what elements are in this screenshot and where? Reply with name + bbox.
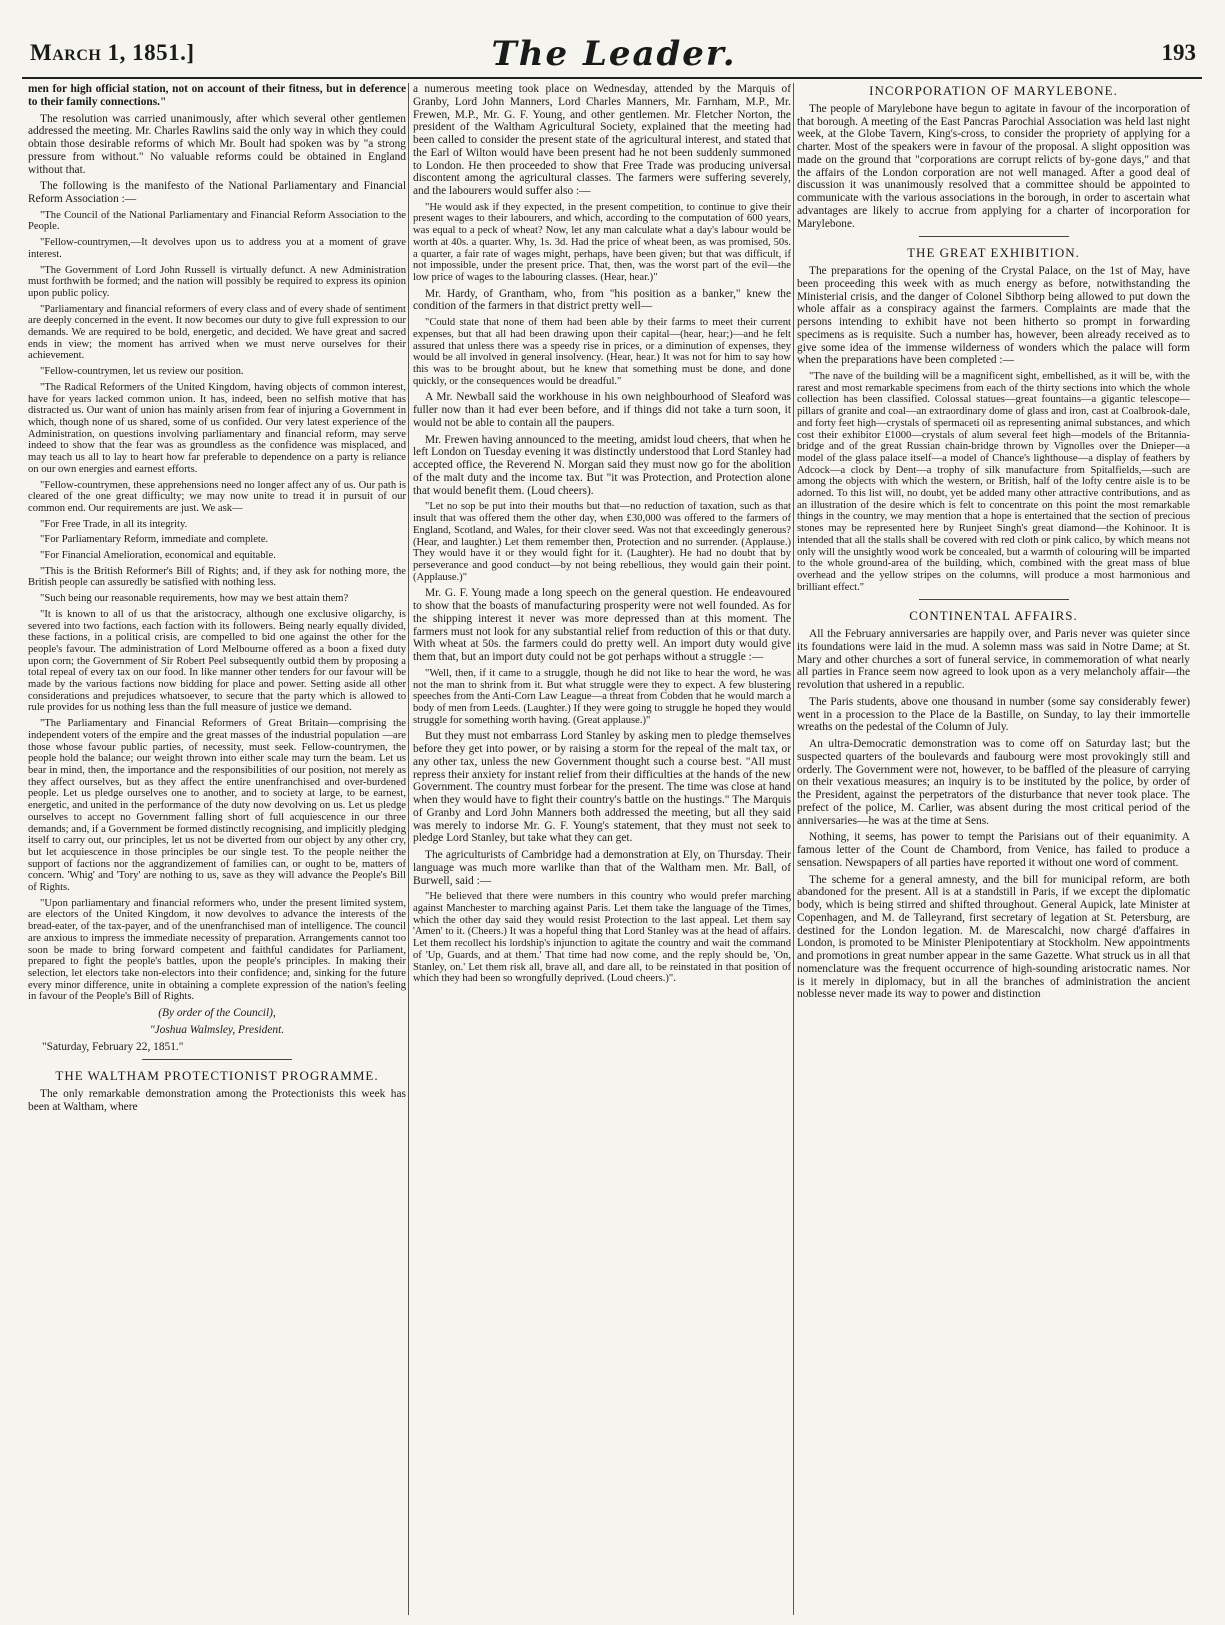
signature-line: "Joshua Walmsley, President.: [149, 1023, 285, 1036]
manifesto-paragraph: "The Radical Reformers of the United Kingdom, having objects of common interest, have for years lacked common union. It has, indeed, been no selfish motive that has distracted us. Our want of union has mainly arisen from fear of injuring a Government in which, though none of us shared, some of us confided. Our very latest experience of the Administration, on questions involving parliamentary and financial reform, may serve indeed to show that the fear was as groundless as the confidence was misplaced, and may teach us all to lay to heart how far preferable to dependence on a party is reliance on our own energies and earnest efforts.: [28, 381, 406, 475]
section-heading: CONTINENTAL AFFAIRS.: [909, 608, 1078, 624]
column-1: [28, 83, 406, 1613]
column-3: [797, 83, 1190, 1613]
issue-date: March 1, 1851.]: [30, 40, 195, 65]
signature-line: (By order of the Council),: [158, 1007, 276, 1020]
paragraph: But they must not embarrass Lord Stanley by asking men to pledge themselves before they get into power, or by raising a storm for the repeal of the malt tax, or any other tax, unless the new Government thought such a course best. "All must repress their anxiety for instant relief from their difficulties at the hands of the new Government. The country must forbear for the present. The time was close at hand when they would have to fight their country's battle on the hustings." The Marquis of Granby and Lord John Manners both addressed the meeting, but all they said was merely to indorse Mr. G. F. Young's statement, that they must not seek to pledge Lord Stanley, but take what they can get.: [413, 730, 791, 845]
manifesto-paragraph: "Fellow-countrymen, let us review our position.: [40, 366, 244, 378]
paragraph: The following is the manifesto of the National Parliamentary and Financial Reform Association :—: [28, 180, 406, 205]
manifesto-paragraph: "The Parliamentary and Financial Reformers of Great Britain—comprising the independent voters of the empire and the great masses of the industrial population —are those whose favour public parties, of necessity, must seek. Fellow-countrymen, the people hold the balance; our weight thrown into either scale may turn the beam. Let us bear in mind, then, the importance and the responsibilities of our position, not merely as they affect ourselves, but as they affect the entire unenfranchised and over-burdened people. Let us pledge ourselves one to another, and to society at large, to be earnest, energetic, and united in the performance of the duty now devolving on us. Let us pledge ourselves to accept no Government falling short of full acquiescence in our three demands; and, if a Government be formed distinctly recognising, and implicitly pledging itself to carry out, our principles, let us not be diverted from our object by any other cry, but let acquiescence in those principles be our single test. To the people neither the support of factions nor the aggrandizement of families can, or ought to be, matters of concern. 'Whig' and 'Tory' are nothing to us, save as they will advance the People's Bill of Rights.: [28, 718, 406, 894]
section-heading: THE WALTHAM PROTECTIONIST PROGRAMME.: [55, 1068, 379, 1084]
quoted-paragraph: "The nave of the building will be a magnificent sight, embellished, as it will be, with the rarest and most remarkable specimens from each of the thirty sections into which the whole collection has been classified. Colossal statues—great fountains—a gigantic telescope—pillars of granite and coal—an extraordinary dome of glass and iron, cast at Coalbrook-dale, and forty feet high—crystals of spermaceti oil as representing animal substances, and which cost their exhibitor £1000—crystals of alum several feet high—models of the Britannia-bridge and of the great Russian chain-bridge thrown by Vignolles over the Dnieper—a model of the glass palace itself—a model of Chance's lighthouse—a display of feathers by Adcock—a clock by Dent—a trophy of silk manufacture from Spitalfields,—such are among the objects with which the western, or British, half of the lofty centre aisle is to be adorned. To this list will, no doubt, yet be added many other attractive contributions, and as an illustration of the desire which is felt to concentrate on this point the most remarkable things in the country, we may mention that a hope is entertained that the section of precious stones may be represented here by Runjeet Singh's great diamond—the Kohinoor. It is intended that all the stalls shall be covered with red cloth or pink calico, by which means not only will the unsightly wood work be concealed, but a warmth of colouring will be imparted to the whole ground-area of the building, which, combined with the great mass of blue overhead and the yellow stripes on the columns, will produce a most harmonious and brilliant effect.": [797, 371, 1190, 593]
section-heading: THE GREAT EXHIBITION.: [907, 245, 1080, 261]
section-rule: [919, 599, 1069, 600]
page-number: 193: [1161, 40, 1196, 65]
manifesto-paragraph: "This is the British Reformer's Bill of Rights; and, if they ask for nothing more, the British people can assuredly be satisfied with nothing less.: [28, 565, 406, 589]
quoted-paragraph: "He believed that there were numbers in this country who would prefer marching against Manchester to marching against Paris. Let them take the language of the Times, which the other day said they would resist Protection to the last appeal. Let them say 'Amen' to it. (Cheers.) It was a hopeful thing that Lord Stanley was at the head of affairs. Let them recollect his lordship's injunction to agitate the country and wait the command of 'Up, Guards, and at them.' That time had now come, and the reply should be, 'On, Stanley, on.' Let them risk all, brave all, and dare all, to be reinstated in that position of which they had been so wrongfully deprived. (Loud cheers.)".: [413, 891, 791, 985]
paragraph: a numerous meeting took place on Wednesday, attended by the Marquis of Granby, Lord John Manners, Lord Charles Manners, Mr. Farnham, M.P., Mr. Frewen, M.P., Mr. G. F. Young, and other gentlemen. Mr. Fletcher Norton, the president of the Waltham Agricultural Society, explained that the meeting had been called to consider the present state of the agricultural interest, and stated that the Earl of Wilton would have been present had he not been suddenly summoned to London. He then proceeded to show that Free Trade was producing universal discontent among the agricultural classes. The farmers were suffering severely, and the labourers would suffer also :—: [413, 83, 791, 197]
manifesto-paragraph: "It is known to all of us that the aristocracy, although one exclusive oligarchy, is severed into two factions, each faction with its followers. Being nearly equally divided, these factions, in a political crisis, are compelled to bid one against the other for the people's favour. The administration of Lord Melbourne offered as a boon a fixed duty upon corn; the Government of Sir Robert Peel subsequently outbid them by proposing a total repeal of every tax on our food. In like manner other tenders for our favour will be made by the various factions now bidding for place and power. Setting aside all other considerations and prejudices whatsoever, to secure that the party which is allowed to rule provides for us nothing less than the full measure of justice we demand.: [28, 608, 406, 714]
quoted-paragraph: "Well, then, if it came to a struggle, though he did not like to hear the word, he was not the man to shrink from it. But what struggle were they to expect. A few blustering speeches from the Anti-Corn Law League—a threat from Cobden that he would march a body of men from Leeds. (Laughter.) If they were going to struggle he hoped they would struggle for something worth having. (Great applause.)": [413, 667, 791, 726]
manifesto-paragraph: "Such being our reasonable requirements, how may we best attain them?: [40, 593, 349, 605]
signature-date: "Saturday, February 22, 1851.": [42, 1040, 184, 1053]
manifesto-paragraph: "For Financial Amelioration, economical and equitable.: [40, 550, 276, 562]
paragraph: The only remarkable demonstration among the Protectionists this week has been at Waltham, where: [28, 1088, 406, 1113]
section-rule: [919, 236, 1069, 237]
paragraph: Mr. G. F. Young made a long speech on the general question. He endeavoured to show that the boasts of manufacturing prosperity were not well founded. As for the shipping interest it never was more depressed than at this moment. The farmers must not look for any substantial relief from reduction of this or that duty. With wheat at 50s. the farmers could do pretty well. An import duty would give them that, but an import duty could not be got perhaps without a struggle :—: [413, 587, 791, 664]
paragraph: All the February anniversaries are happily over, and Paris never was quieter since its foundations were laid in the mud. A solemn mass was said in Notre Dame; at St. Mary and other churches a sort of funeral service, in commemoration of what nearly all parties in France seem now agreed to look upon as a very melancholy affair—the revolution that ushered in a republic.: [797, 628, 1190, 692]
paragraph: men for high official station, not on account of their fitness, but in deference to their family connections.": [28, 83, 406, 108]
quoted-paragraph: "He would ask if they expected, in the present competition, to continue to give their present wages to their labourers, and which, according to the computation of 600 years, was equal to a peck of wheat? Now, let any man calculate what a day's labour would be worth at 40s. a quarter. Why, 1s. 3d. Had the price of wheat been, as was promised, 50s. a quarter, a fair rate of wages might, perhaps, have been given; but that was difficult, if not impossible, under the present price. That, then, was the worst part of the evil—the low price of wages to the labouring classes. (Hear, hear.)": [413, 201, 791, 283]
manifesto-paragraph: "The Council of the National Parliamentary and Financial Reform Association to the People.: [28, 209, 406, 233]
masthead: [24, 28, 1204, 76]
manifesto-paragraph: "Fellow-countrymen, these apprehensions need no longer affect any of us. Our path is cleared of the one great difficulty; we may now unite to tread it in pursuit of our common end. Our requirements are just. We ask—: [28, 479, 406, 514]
paragraph: The people of Marylebone have begun to agitate in favour of the incorporation of that borough. A meeting of the East Pancras Parochial Association was held last night week, at the Globe Tavern, King's-cross, to consider the propriety of applying for a charter. Most of the speakers were in favour of the proposal. A slight opposition was made on the ground that "corporations are corrupt relicts of by-gone days," and that the affairs of the London corporation are not well managed. After a good deal of discussion it was unanimously resolved that a committee should be appointed to communicate with the various associations in the borough, in order to ascertain what advantages are likely to accrue from applying for a charter of incorporation for Marylebone.: [797, 102, 1190, 230]
paragraph: Nothing, it seems, has power to tempt the Parisians out of their equanimity. A famous letter of the Count de Chambord, from Venice, has failed to produce a sensation. Newspapers of all parties have reported it without one word of comment.: [797, 831, 1190, 869]
section-heading: INCORPORATION OF MARYLEBONE.: [869, 83, 1118, 98]
paragraph: Mr. Hardy, of Grantham, who, from "his position as a banker," knew the condition of the farmers in that district pretty well—: [413, 287, 791, 313]
paragraph: Mr. Frewen having announced to the meeting, amidst loud cheers, that when he left London on Tuesday evening it was distinctly understood that Lord Stanley had accepted office, the Reverend N. Morgan said they must now go for the abolition of the malt duty and the income tax. But "it was Protection, and Protection alone that would benefit them. (Loud cheers).: [413, 433, 791, 497]
masthead-rule: [22, 77, 1202, 79]
quoted-paragraph: "Could state that none of them had been able by their farms to meet their current expenses, but that all had been drawing upon their capital—(hear, hear;)—and he felt assured that unless there was a speedy rise in prices, or a diminution of expenses, they would be all involved in general insolvency. (Hear, hear.) It was not for him to say how this was to be brought about, but he knew that something must be done, and done quickly, or the consequences would be dreadful.": [413, 317, 791, 387]
manifesto-paragraph: "The Government of Lord John Russell is virtually defunct. A new Administration must forthwith be formed; and the nation will possibly be required to express its opinion upon public policy.: [28, 264, 406, 299]
newspaper-title: The Leader.: [491, 34, 737, 74]
manifesto-paragraph: "For Free Trade, in all its integrity.: [40, 518, 188, 530]
paragraph: The Paris students, above one thousand in number (some say considerably fewer) went in a procession to the Place de la Bastille, on Sunday, to lay their immortelle wreaths on the pedestal of the Column of July.: [797, 695, 1190, 734]
column-divider: [793, 83, 794, 1615]
paragraph: An ultra-Democratic demonstration was to come off on Saturday last; but the suspected quarters of the boulevards and faubourg were most provokingly still and orderly. The Government were not, however, to be baffled of the pleasure of carrying on their vexatious measures; an inquiry is to be instituted by the police, by order of the President, against the perpetrators of the disturbance that never took place. The prefect of the police, M. Carlier, was absent during the most critical period of the anniversaries—he was at the time at Sens.: [797, 738, 1190, 827]
paragraph: The agriculturists of Cambridge had a demonstration at Ely, on Thursday. Their language was much more warlike than that of the Waltham men. Mr. Ball, of Burwell, said :—: [413, 849, 791, 887]
manifesto-paragraph: "Upon parliamentary and financial reformers who, under the present limited system, are electors of the United Kingdom, it now devolves to advance the interests of the bread-eater, of the tax-payer, and of the unenfranchised man of intelligence. The council are anxious to impress the immediate necessity of preparation. Arrangements cannot too soon be made to bring forward competent and faithful candidates for Parliament, prepared to fight the people's battles, upon the people's principles. In making their selection, let electors take non-electors into their confidence; and, sinking for the future every minor difference, unite in obtaining a complete expression of the nation's feeling in favour of the People's Bill of Rights.: [28, 897, 406, 1003]
paragraph: The preparations for the opening of the Crystal Palace, on the 1st of May, have been proceeding this week with as much energy as before, notwithstanding the Ministerial crisis, and the danger of Colonel Sibthorp being allowed to put down the whole affair as a conspiracy against the farmers. Complaints are made that the persons intending to exhibit have not been hitherto so prompt in forwarding specimens as is requisite. Such a number has, however, been already received as to give some idea of the immense wilderness of wonders which the palace will form when the preparations have been completed :—: [797, 265, 1190, 367]
paragraph: The scheme for a general amnesty, and the bill for municipal reform, are both abandoned for the present. All is at a standstill in Paris, if we except the diplomatic body, which is being stirred and shifted throughout. General Aupick, late Minister at Copenhagen, and M. de Talleyrand, first secretary of legation at St. Petersburg, are destined for the London legation. M. de Marescalchi, now chargé d'affaires in London, is promoted to be Minister Plenipotentiary at Stockholm. New appointments and promotions in great number appear in the same Gazette. What struck us in all that nomenclature was the frequent occurrence of high-sounding aristocratic names. Nor is it merely in diplomacy, but in all the branches of administration the ancient noblesse never made its way to power and distinction: [797, 873, 1190, 1001]
paragraph: A Mr. Newball said the workhouse in his own neighbourhood of Sleaford was fuller now than it had ever been before, and if things did not take a turn soon, it would not be able to contain all the paupers.: [413, 391, 791, 429]
section-rule: [142, 1059, 292, 1060]
manifesto-paragraph: "For Parliamentary Reform, immediate and complete.: [40, 534, 269, 546]
quoted-paragraph: "Let no sop be put into their mouths but that—no reduction of taxation, such as that insult that was offered them the other day, when £30,000 was offered to the farmers of England, Scotland, and Wales, for their clover seed. Was not that exceedingly generous? (Hear, and laughter.) Let them remember then, Protection and no surrender. (Applause.) They would have it or they would fight for it. (Laughter). He had no doubt that by perseverance and good conduct—by not being rebellious, they would gain their point. (Applause.)": [413, 501, 791, 583]
paragraph: The resolution was carried unanimously, after which several other gentlemen addressed the meeting. Mr. Charles Rawlins said the only way in which they could obtain those desirable reforms of which Mr. Boult had spoken was by "a strong pressure from without." No valuable reforms could be obtained in England without that.: [28, 112, 406, 176]
manifesto-paragraph: "Fellow-countrymen,—It devolves upon us to address you at a moment of grave interest.: [28, 237, 406, 260]
column-2: [413, 83, 791, 1613]
manifesto-paragraph: "Parliamentary and financial reformers of every class and of every shade of sentiment are deeply concerned in the event. It now becomes our duty to give full expression to our demands. We are required to be bold, energetic, and decided. We have great and sacred ends in view; the moment has arrived when we must nerve ourselves for their achievement.: [28, 303, 406, 362]
column-divider: [408, 83, 409, 1615]
